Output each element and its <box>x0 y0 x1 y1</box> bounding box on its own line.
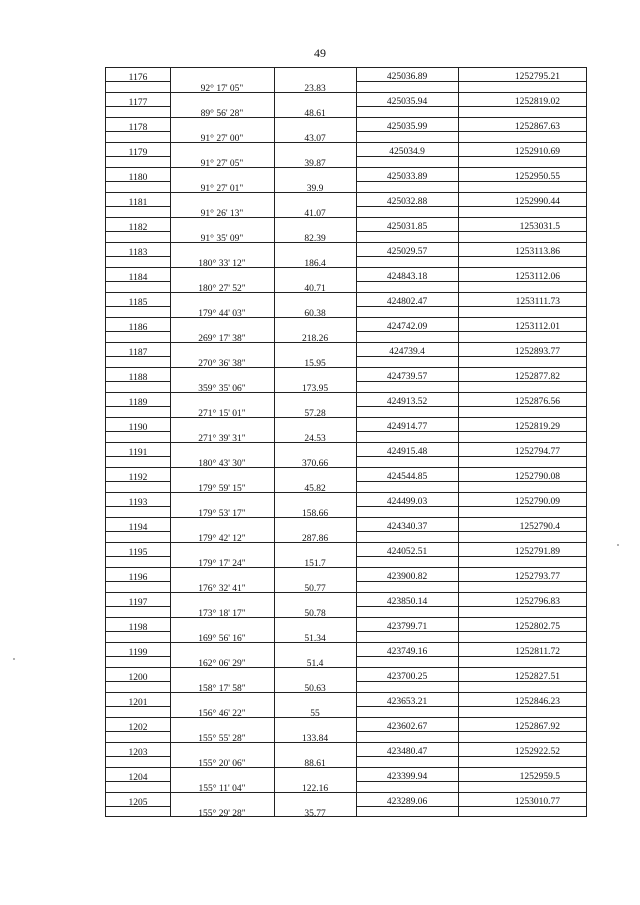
point-number: 1184 <box>128 273 148 283</box>
x-coordinate: 424742.09 <box>386 322 428 332</box>
x-coordinate: 424340.37 <box>386 522 428 532</box>
row-rule <box>356 81 586 82</box>
x-coordinate: 423480.47 <box>386 747 428 757</box>
row-rule <box>356 481 586 482</box>
direction-angle: 169° 56' 16" <box>198 634 246 644</box>
x-coordinate: 423602.67 <box>386 722 428 732</box>
y-coordinate-value: 1253112.06 <box>515 272 560 282</box>
x-coordinate: 423700.25 <box>386 672 428 682</box>
y-coordinate-value: 1252950.55 <box>514 172 560 182</box>
y-coordinate-value: 1252790.4 <box>519 522 560 532</box>
row-rule <box>106 106 170 107</box>
direction-angle: 91° 26' 13" <box>200 209 244 219</box>
segment-length: 50.78 <box>304 609 326 619</box>
row-rule <box>356 256 586 257</box>
x-coordinate: 425031.85 <box>386 222 428 232</box>
point-number: 1182 <box>128 223 148 233</box>
segment-length: 24.53 <box>304 434 326 444</box>
direction-angle: 269° 17' 38" <box>198 334 246 344</box>
point-number: 1190 <box>128 423 148 433</box>
segment-length: 57.28 <box>304 409 326 419</box>
segment-length: 45.82 <box>304 484 326 494</box>
x-coordinate: 423289.06 <box>386 797 428 807</box>
direction-angle: 155° 29' 28" <box>198 809 246 819</box>
row-rule <box>356 131 586 132</box>
row-rule <box>106 256 170 257</box>
segment-length: 158.66 <box>301 509 329 519</box>
point-number: 1177 <box>128 98 148 108</box>
y-coordinate-value: 1252793.77 <box>514 572 560 582</box>
coordinates-table <box>105 67 587 817</box>
y-coordinate-value: 1253112.01 <box>515 322 560 332</box>
x-coordinate: 425035.99 <box>386 122 428 132</box>
y-coordinate-value: 1252893.77 <box>514 347 560 357</box>
row-rule <box>106 431 170 432</box>
y-coordinate-value: 1252790.08 <box>514 472 560 482</box>
scan-speck <box>617 544 619 546</box>
x-coordinate: 424544.85 <box>386 472 428 482</box>
row-rule <box>106 81 170 82</box>
y-coordinate-value: 1252877.82 <box>514 372 560 382</box>
direction-angle: 158° 17' 58" <box>198 684 246 694</box>
direction-angle: 91° 27' 00" <box>200 134 244 144</box>
segment-length: 88.61 <box>304 759 326 769</box>
row-rule <box>356 281 586 282</box>
row-rule <box>106 506 170 507</box>
segment-length: 82.39 <box>304 234 326 244</box>
row-rule <box>106 681 170 682</box>
segment-length: 287.86 <box>301 534 329 544</box>
row-rule <box>356 681 586 682</box>
row-rule <box>356 406 586 407</box>
row-rule <box>106 456 170 457</box>
direction-angle: 180° 33' 12" <box>198 259 246 269</box>
y-coordinate-value: 1252811.72 <box>515 647 560 657</box>
direction-angle: 179° 59' 15" <box>198 484 246 494</box>
x-coordinate: 424802.47 <box>386 297 428 307</box>
row-rule <box>356 456 586 457</box>
row-rule <box>356 731 586 732</box>
direction-angle: 91° 35' 09" <box>200 234 244 244</box>
point-number: 1195 <box>128 548 148 558</box>
y-coordinate-value: 1252790.09 <box>514 497 560 507</box>
row-rule <box>356 606 586 607</box>
x-coordinate: 424739.4 <box>389 347 425 357</box>
x-coordinate: 424915.48 <box>386 447 428 457</box>
row-rule <box>106 631 170 632</box>
point-number: 1186 <box>128 323 148 333</box>
y-coordinate-value: 1252867.92 <box>514 722 560 732</box>
segment-length: 51.34 <box>304 634 326 644</box>
row-rule <box>356 781 586 782</box>
row-rule <box>356 806 586 807</box>
segment-length: 39.87 <box>304 159 326 169</box>
row-rule <box>356 181 586 182</box>
y-coordinate-value: 1252819.29 <box>514 422 560 432</box>
segment-length: 60.38 <box>304 309 326 319</box>
y-coordinate-value: 1253010.77 <box>514 797 560 807</box>
row-rule <box>356 581 586 582</box>
segment-length: 50.77 <box>304 584 326 594</box>
row-rule <box>106 406 170 407</box>
y-coordinate-value: 1252990.44 <box>514 197 560 207</box>
row-rule <box>106 381 170 382</box>
row-rule <box>106 756 170 757</box>
row-rule <box>356 631 586 632</box>
x-coordinate: 424499.03 <box>386 497 428 507</box>
segment-length: 122.16 <box>301 784 329 794</box>
segment-length: 35.77 <box>304 809 326 819</box>
row-rule <box>356 356 586 357</box>
point-number: 1197 <box>128 598 148 608</box>
row-rule <box>356 231 586 232</box>
x-coordinate: 424052.51 <box>386 547 428 557</box>
point-number: 1205 <box>128 798 148 808</box>
row-rule <box>356 381 586 382</box>
point-number: 1202 <box>128 723 148 733</box>
y-coordinate-value: 1252795.21 <box>514 72 560 82</box>
direction-angle: 180° 27' 52" <box>198 284 246 294</box>
row-rule <box>356 106 586 107</box>
row-rule <box>106 306 170 307</box>
row-rule <box>356 331 586 332</box>
row-rule <box>106 481 170 482</box>
point-number: 1176 <box>128 73 148 83</box>
direction-angle: 91° 27' 01" <box>200 184 244 194</box>
row-rule <box>356 431 586 432</box>
x-coordinate: 424843.18 <box>386 272 428 282</box>
point-number: 1199 <box>128 648 148 658</box>
x-coordinate: 423399.94 <box>386 772 428 782</box>
row-rule <box>106 806 170 807</box>
x-coordinate: 424913.52 <box>386 397 428 407</box>
row-rule <box>106 156 170 157</box>
direction-angle: 155° 11' 04" <box>198 784 246 794</box>
point-number: 1187 <box>128 348 148 358</box>
y-coordinate-value: 1252796.83 <box>514 597 560 607</box>
point-number: 1188 <box>128 373 148 383</box>
row-rule <box>356 656 586 657</box>
row-rule <box>106 356 170 357</box>
segment-length: 39.9 <box>306 184 324 194</box>
y-coordinate-value: 1252794.77 <box>514 447 560 457</box>
x-coordinate: 424739.57 <box>386 372 428 382</box>
row-rule <box>106 606 170 607</box>
x-coordinate: 423900.82 <box>386 572 428 582</box>
direction-angle: 271° 39' 31" <box>198 434 246 444</box>
y-coordinate-value: 1252791.89 <box>514 547 560 557</box>
segment-length: 151.7 <box>304 559 326 569</box>
direction-angle: 155° 20' 06" <box>198 759 246 769</box>
direction-angle: 179° 53' 17" <box>198 509 246 519</box>
point-number: 1193 <box>128 498 148 508</box>
point-number: 1203 <box>128 748 148 758</box>
x-coordinate: 423653.21 <box>386 697 428 707</box>
scan-speck <box>13 658 15 660</box>
y-coordinate-value: 1253111.73 <box>515 297 560 307</box>
direction-angle: 359° 35' 06" <box>198 384 246 394</box>
x-coordinate: 425029.57 <box>386 247 428 257</box>
row-rule <box>356 506 586 507</box>
segment-length: 370.66 <box>301 459 329 469</box>
row-rule <box>106 181 170 182</box>
point-number: 1185 <box>128 298 148 308</box>
direction-angle: 92° 17' 05" <box>200 84 244 94</box>
segment-length: 218.26 <box>301 334 329 344</box>
y-coordinate-value: 1252959.5 <box>519 772 560 782</box>
row-rule <box>106 706 170 707</box>
point-number: 1192 <box>128 473 148 483</box>
row-rule <box>106 656 170 657</box>
y-coordinate-value: 1252910.69 <box>514 147 560 157</box>
segment-length: 43.07 <box>304 134 326 144</box>
y-coordinate-value: 1252846.23 <box>514 697 560 707</box>
direction-angle: 162° 06' 29" <box>198 659 246 669</box>
row-rule <box>356 706 586 707</box>
x-coordinate: 423850.14 <box>386 597 428 607</box>
y-coordinate-value: 1252802.75 <box>514 622 560 632</box>
point-number: 1180 <box>128 173 148 183</box>
point-number: 1200 <box>128 673 148 683</box>
row-rule <box>106 556 170 557</box>
direction-angle: 91° 27' 05" <box>200 159 244 169</box>
direction-angle: 179° 42' 12" <box>198 534 246 544</box>
x-coordinate: 425035.94 <box>386 97 428 107</box>
row-rule <box>356 206 586 207</box>
segment-length: 50.63 <box>304 684 326 694</box>
point-number: 1181 <box>128 198 148 208</box>
row-rule <box>106 131 170 132</box>
segment-length: 186.4 <box>304 259 326 269</box>
row-rule <box>106 206 170 207</box>
direction-angle: 173° 18' 17" <box>198 609 246 619</box>
row-rule <box>106 731 170 732</box>
y-coordinate-value: 1252827.51 <box>514 672 560 682</box>
x-coordinate: 423749.16 <box>386 647 428 657</box>
segment-length: 173.95 <box>301 384 329 394</box>
row-rule <box>106 231 170 232</box>
point-number: 1201 <box>128 698 148 708</box>
segment-length: 55 <box>310 709 320 719</box>
point-number: 1183 <box>128 248 148 258</box>
x-coordinate: 425032.88 <box>386 197 428 207</box>
point-number: 1196 <box>128 573 148 583</box>
x-coordinate: 425033.89 <box>386 172 428 182</box>
row-rule <box>356 306 586 307</box>
point-number: 1179 <box>128 148 148 158</box>
direction-angle: 179° 17' 24" <box>198 559 246 569</box>
row-rule <box>106 331 170 332</box>
row-rule <box>356 756 586 757</box>
y-coordinate-value: 1253113.86 <box>515 247 560 257</box>
row-rule <box>106 281 170 282</box>
segment-length: 40.71 <box>304 284 326 294</box>
x-coordinate: 423799.71 <box>386 622 428 632</box>
y-coordinate-value: 1252876.56 <box>514 397 560 407</box>
row-rule <box>356 531 586 532</box>
point-number: 1204 <box>128 773 148 783</box>
point-number: 1178 <box>128 123 148 133</box>
direction-angle: 271° 15' 01" <box>198 409 246 419</box>
point-number: 1191 <box>128 448 148 458</box>
page-number: 49 <box>314 46 326 60</box>
y-coordinate-value: 1252922.52 <box>514 747 560 757</box>
x-coordinate: 425034.9 <box>389 147 425 157</box>
point-number: 1198 <box>128 623 148 633</box>
row-rule <box>106 781 170 782</box>
direction-angle: 270° 36' 38" <box>198 359 246 369</box>
y-coordinate-value: 1252819.02 <box>514 97 560 107</box>
direction-angle: 155° 55' 28" <box>198 734 246 744</box>
row-rule <box>106 531 170 532</box>
direction-angle: 179° 44' 03" <box>198 309 246 319</box>
x-coordinate: 425036.89 <box>386 72 428 82</box>
y-coordinate-value: 1253031.5 <box>519 222 560 232</box>
segment-length: 51.4 <box>306 659 324 669</box>
segment-length: 15.95 <box>304 359 326 369</box>
direction-angle: 156° 46' 22" <box>198 709 246 719</box>
x-coordinate: 424914.77 <box>386 422 428 432</box>
segment-length: 133.84 <box>301 734 329 744</box>
row-rule <box>106 581 170 582</box>
segment-length: 41.07 <box>304 209 326 219</box>
segment-length: 23.83 <box>304 84 326 94</box>
row-rule <box>356 156 586 157</box>
point-number: 1194 <box>128 523 148 533</box>
segment-length: 48.61 <box>304 109 326 119</box>
direction-angle: 180° 43' 30" <box>198 459 246 469</box>
direction-angle: 176° 32' 41" <box>198 584 246 594</box>
point-number: 1189 <box>128 398 148 408</box>
y-coordinate-value: 1252867.63 <box>514 122 560 132</box>
direction-angle: 89° 56' 28" <box>200 109 244 119</box>
row-rule <box>356 556 586 557</box>
